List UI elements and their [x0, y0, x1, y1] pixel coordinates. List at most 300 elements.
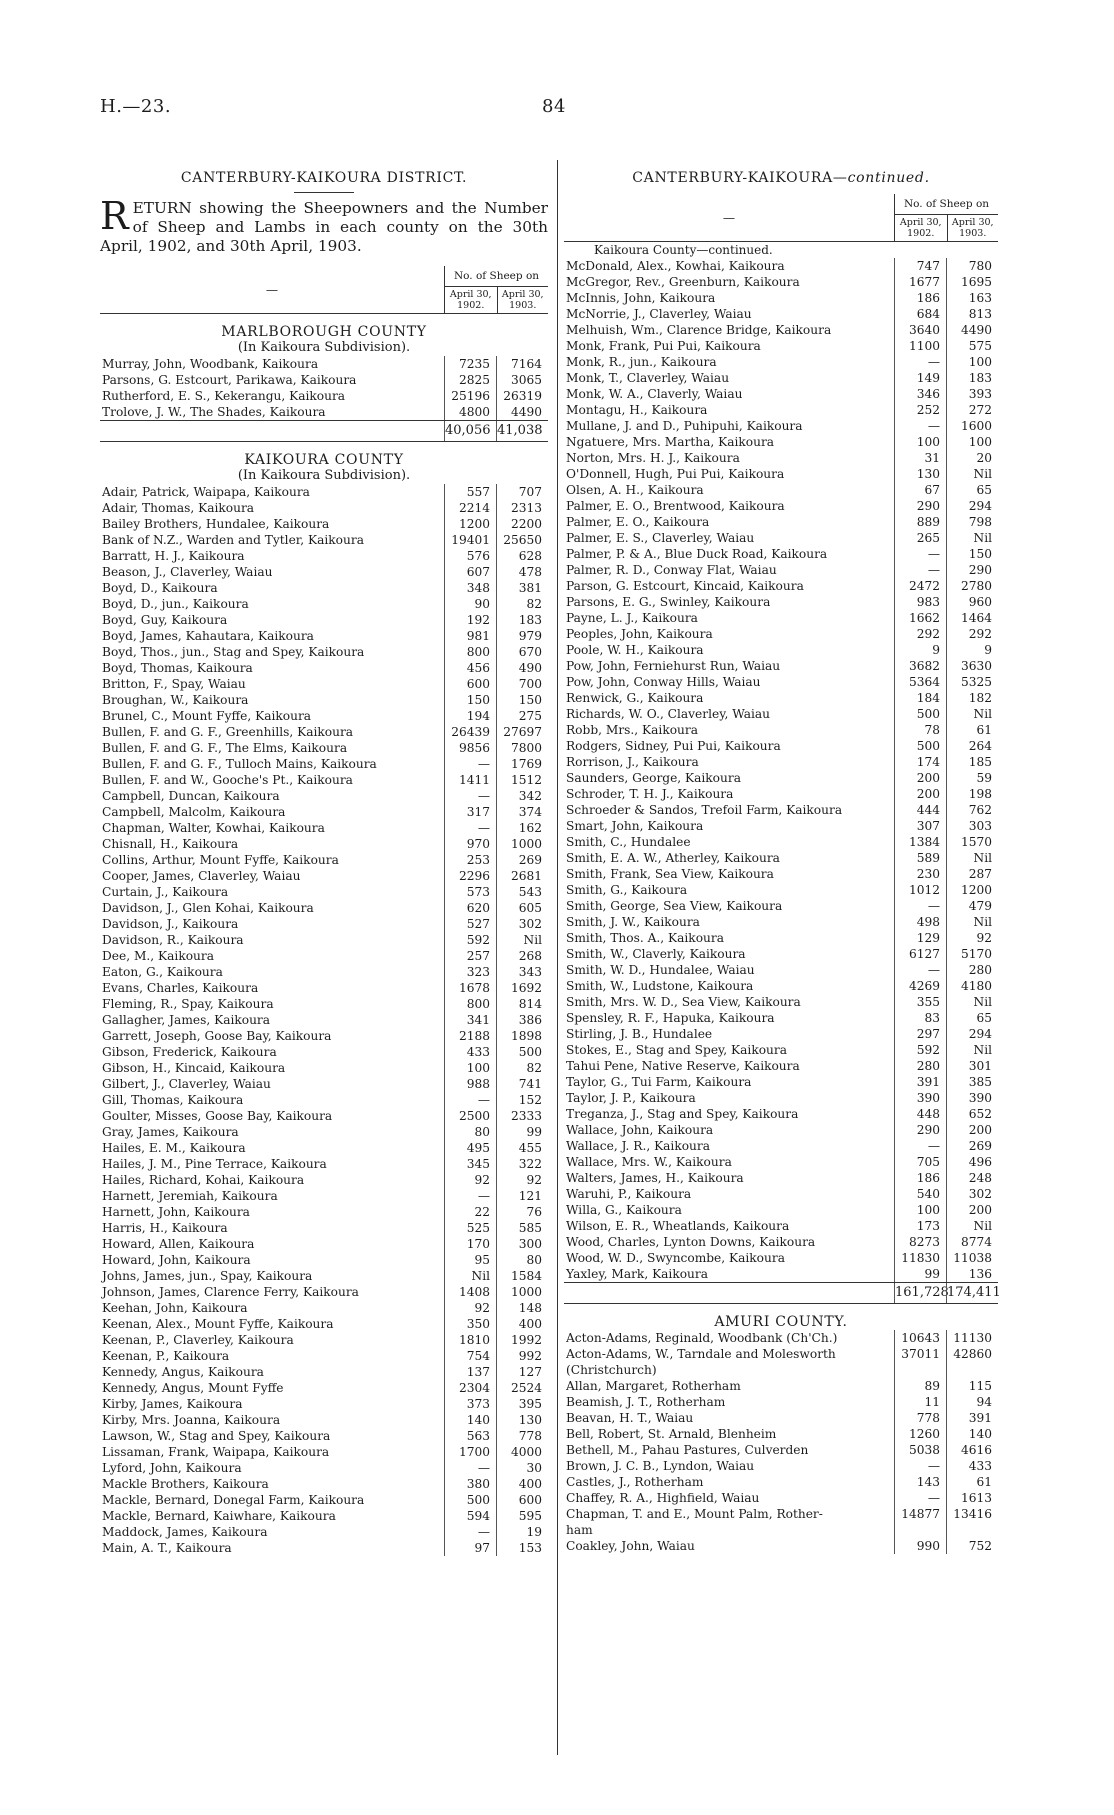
table-row: [100, 756, 548, 772]
sheep-1903: 433: [946, 1458, 998, 1474]
owner-name: Kennedy, Angus, Kaikoura: [102, 1365, 264, 1379]
table-row: [100, 708, 548, 724]
table-row: [100, 996, 548, 1012]
table-row: [564, 1330, 998, 1346]
sheep-1902: 292: [894, 626, 946, 642]
sheep-1902: 4269: [894, 978, 946, 994]
owner-name: Hailes, E. M., Kaikoura: [102, 1141, 246, 1155]
sheep-1902: 970: [444, 836, 496, 852]
owner-name: Keehan, John, Kaikoura: [102, 1301, 248, 1315]
owner-name: Keenan, P., Kaikoura: [102, 1349, 230, 1363]
table-row: [100, 1460, 548, 1476]
owner-name: Lissaman, Frank, Waipapa, Kaikoura: [102, 1445, 330, 1459]
sheep-1903: 272: [946, 402, 998, 418]
sheep-1903: 82: [496, 1060, 548, 1076]
owner-name: Taylor, G., Tui Farm, Kaikoura: [566, 1075, 752, 1089]
total-1903: 41,038: [496, 421, 548, 441]
sheep-1903: 8774: [946, 1234, 998, 1250]
sheep-1902: 173: [894, 1218, 946, 1234]
table-row: [100, 1332, 548, 1348]
sheep-1902: 1012: [894, 882, 946, 898]
owner-name: Rodgers, Sidney, Pui Pui, Kaikoura: [566, 739, 781, 753]
table-header-dates: [445, 287, 548, 313]
sheep-1902: 1678: [444, 980, 496, 996]
table-row: [564, 578, 998, 594]
sheep-1903: 386: [496, 1012, 548, 1028]
owner-name: Curtain, J., Kaikoura: [102, 885, 229, 899]
sheep-1903: 455: [496, 1140, 548, 1156]
table-row: [100, 596, 548, 612]
sheep-1902: 380: [444, 1476, 496, 1492]
sheep-1903: [946, 1362, 998, 1378]
sheep-1903: 628: [496, 548, 548, 564]
table-header-sheep: [444, 266, 548, 313]
sheep-1902: 778: [894, 1410, 946, 1426]
table-row: [564, 610, 998, 626]
sheep-1902: 22: [444, 1204, 496, 1220]
owner-name: Mackle, Bernard, Kaiwhare, Kaikoura: [102, 1509, 336, 1523]
sheep-1902: Nil: [444, 1268, 496, 1284]
sheep-1903: 780: [946, 258, 998, 274]
owner-name: Parsons, E. G., Swinley, Kaikoura: [566, 595, 771, 609]
sheep-1902: 2188: [444, 1028, 496, 1044]
table-row: [564, 562, 998, 578]
sheep-1903: 400: [496, 1316, 548, 1332]
owner-name: McDonald, Alex., Kowhai, Kaikoura: [566, 259, 785, 273]
sheep-1903: 92: [496, 1172, 548, 1188]
sheep-1903: 302: [946, 1186, 998, 1202]
table-row: [564, 1394, 998, 1410]
table-row: [564, 818, 998, 834]
sheep-1902: 1662: [894, 610, 946, 626]
owner-name: Bullen, F. and W., Gooche's Pt., Kaikoura: [102, 773, 353, 787]
sheep-1902: 2500: [444, 1108, 496, 1124]
table-row: [564, 274, 998, 290]
sheep-1903: 814: [496, 996, 548, 1012]
sheep-1903: 100: [946, 354, 998, 370]
table-row: [100, 724, 548, 740]
sheep-1902: 2296: [444, 868, 496, 884]
owner-name: Boyd, Guy, Kaikoura: [102, 613, 228, 627]
sheep-1903: 275: [496, 708, 548, 724]
sheep-1903: Nil: [496, 932, 548, 948]
sheep-1903: 1898: [496, 1028, 548, 1044]
sheep-1903: 1464: [946, 610, 998, 626]
sheep-1902: —: [894, 898, 946, 914]
sheep-1902: 2304: [444, 1380, 496, 1396]
sheep-1902: 592: [894, 1042, 946, 1058]
sheep-1903: 183: [946, 370, 998, 386]
sheep-1902: —: [444, 1524, 496, 1540]
sheep-1903: 200: [946, 1122, 998, 1138]
table-row: [100, 516, 548, 532]
table-row: [564, 690, 998, 706]
table-row: [564, 1154, 998, 1170]
sheep-1903: 4490: [496, 404, 548, 420]
sheep-1903: 2200: [496, 516, 548, 532]
owner-name: Pow, John, Ferniehurst Run, Waiau: [566, 659, 781, 673]
owner-name: Bell, Robert, St. Arnald, Blenheim: [566, 1427, 777, 1441]
sheep-1902: 1384: [894, 834, 946, 850]
table-header: [564, 194, 998, 242]
owner-name: Boyd, D., Kaikoura: [102, 581, 218, 595]
sheep-1903: 80: [496, 1252, 548, 1268]
owner-name: Collins, Arthur, Mount Fyffe, Kaikoura: [102, 853, 339, 867]
sheep-1903: 136: [946, 1266, 998, 1282]
table-header-1903: April 30, 1903.: [497, 287, 549, 313]
owner-name: Monk, Frank, Pui Pui, Kaikoura: [566, 339, 761, 353]
sheep-1903: 150: [946, 546, 998, 562]
table-row: [564, 338, 998, 354]
owner-name: Kennedy, Angus, Mount Fyffe: [102, 1381, 284, 1395]
sheep-1903: 342: [496, 788, 548, 804]
table-row: [564, 258, 998, 274]
sheep-1902: 150: [444, 692, 496, 708]
table-row: [100, 1124, 548, 1140]
sheep-1903: 92: [946, 930, 998, 946]
sheep-1903: 2780: [946, 578, 998, 594]
table-header-1902: April 30, 1902.: [449, 289, 492, 311]
owner-name: Smith, J. W., Kaikoura: [566, 915, 700, 929]
sheep-1903: 5325: [946, 674, 998, 690]
sheep-1903: 992: [496, 1348, 548, 1364]
owner-name: Rorrison, J., Kaikoura: [566, 755, 699, 769]
table-row: [100, 564, 548, 580]
sheep-1902: 1408: [444, 1284, 496, 1300]
sheep-1902: 988: [444, 1076, 496, 1092]
sheep-1903: 162: [496, 820, 548, 836]
sheep-1903: 385: [946, 1074, 998, 1090]
sheep-1903: 264: [946, 738, 998, 754]
sheep-1903: 198: [946, 786, 998, 802]
owner-name: McGregor, Rev., Greenburn, Kaikoura: [566, 275, 800, 289]
sheep-1903: 280: [946, 962, 998, 978]
sheep-1902: 747: [894, 258, 946, 274]
owner-name: Melhuish, Wm., Clarence Bridge, Kaikoura: [566, 323, 832, 337]
sheep-1902: 129: [894, 930, 946, 946]
table-header-1903: April 30, 1903.: [947, 215, 999, 241]
table-row: [100, 804, 548, 820]
table-row: [564, 530, 998, 546]
sheep-1903: 762: [946, 802, 998, 818]
table-row: [100, 548, 548, 564]
owner-name: Gill, Thomas, Kaikoura: [102, 1093, 244, 1107]
table-row: [100, 1012, 548, 1028]
table-row: [564, 370, 998, 386]
total-row: [564, 1282, 1001, 1304]
owner-name: Campbell, Duncan, Kaikoura: [102, 789, 280, 803]
sheep-1903: 11130: [946, 1330, 998, 1346]
sheep-1903: 292: [946, 626, 998, 642]
sheep-1903: 1584: [496, 1268, 548, 1284]
owner-name: Acton-Adams, Reginald, Woodbank (Ch'Ch.): [566, 1331, 838, 1345]
table-row: [564, 1442, 998, 1458]
page-number: 84: [542, 96, 566, 117]
owner-name: Harnett, John, Kaikoura: [102, 1205, 250, 1219]
sheep-1903: 61: [946, 1474, 998, 1490]
sheep-1902: 31: [894, 450, 946, 466]
sheep-1902: 800: [444, 996, 496, 1012]
owner-name: Bailey Brothers, Hundalee, Kaikoura: [102, 517, 330, 531]
sheep-1903: 1613: [946, 1490, 998, 1506]
table-row: [564, 1378, 998, 1394]
sheep-1902: —: [444, 756, 496, 772]
sheep-1902: 92: [444, 1172, 496, 1188]
owner-name: Murray, John, Woodbank, Kaikoura: [102, 357, 319, 371]
sheep-1902: 6127: [894, 946, 946, 962]
sheep-1902: 11830: [894, 1250, 946, 1266]
table-row: [564, 450, 998, 466]
owner-name: Yaxley, Mark, Kaikoura: [566, 1267, 708, 1281]
sheep-1903: 100: [946, 434, 998, 450]
owner-name: Mackle, Bernard, Donegal Farm, Kaikoura: [102, 1493, 365, 1507]
table-row: [100, 1476, 548, 1492]
sheep-1902: 981: [444, 628, 496, 644]
sheep-1903: 4180: [946, 978, 998, 994]
table-header-blank: —: [265, 282, 279, 297]
owner-name: Gibson, Frederick, Kaikoura: [102, 1045, 277, 1059]
owner-name: Schroeder & Sandos, Trefoil Farm, Kaikoura: [566, 803, 843, 817]
table-row: [564, 402, 998, 418]
owner-name: Brunel, C., Mount Fyffe, Kaikoura: [102, 709, 312, 723]
table-row: [100, 788, 548, 804]
owner-name: Tahui Pene, Native Reserve, Kaikoura: [566, 1059, 800, 1073]
sheep-1902: 280: [894, 1058, 946, 1074]
sheep-1902: 19401: [444, 532, 496, 548]
table-row: [564, 1186, 998, 1202]
table-row: [100, 1364, 548, 1380]
table-row: [100, 1524, 548, 1540]
owner-name: Smart, John, Kaikoura: [566, 819, 704, 833]
table-row: [564, 850, 998, 866]
table-row: [100, 1220, 548, 1236]
owner-name: Palmer, E. O., Kaikoura: [566, 515, 710, 529]
owner-name: Gray, James, Kaikoura: [102, 1125, 239, 1139]
owner-name: Chapman, T. and E., Mount Palm, Rother-: [566, 1507, 823, 1521]
owner-name: Richards, W. O., Claverley, Waiau: [566, 707, 770, 721]
owner-name: Parsons, G. Estcourt, Parikawa, Kaikoura: [102, 373, 357, 387]
sheep-1902: 500: [894, 738, 946, 754]
sheep-1903: 400: [496, 1476, 548, 1492]
sheep-1903: 269: [496, 852, 548, 868]
table-row: [100, 900, 548, 916]
table-row: [100, 916, 548, 932]
sheep-1903: 183: [496, 612, 548, 628]
table-row: [564, 514, 998, 530]
table-row: [100, 1092, 548, 1108]
table-row: [564, 882, 998, 898]
sheep-1902: 589: [894, 850, 946, 866]
owner-name: Bank of N.Z., Warden and Tytler, Kaikoura: [102, 533, 364, 547]
table-row: [100, 1156, 548, 1172]
sheep-1903: 4490: [946, 322, 998, 338]
sheep-1902: 149: [894, 370, 946, 386]
continued-title-italic: continued.: [847, 170, 930, 186]
amuri-title: AMURI COUNTY.: [714, 1314, 848, 1330]
table-row: [564, 498, 998, 514]
table-row: [564, 546, 998, 562]
owner-name: Britton, F., Spay, Waiau: [102, 677, 246, 691]
sheep-1903: 65: [946, 1010, 998, 1026]
sheep-1902: 11: [894, 1394, 946, 1410]
sheep-1902: —: [444, 788, 496, 804]
owner-name: Smith, C., Hundalee: [566, 835, 691, 849]
sheep-1903: 700: [496, 676, 548, 692]
table-row: [564, 434, 998, 450]
sheep-1903: 290: [946, 562, 998, 578]
table-row: [564, 1058, 998, 1074]
table-row: [564, 1426, 998, 1442]
owner-name: Adair, Patrick, Waipapa, Kaikoura: [102, 485, 310, 499]
sheep-1902: 433: [444, 1044, 496, 1060]
sheep-1902: —: [444, 1092, 496, 1108]
sheep-1902: —: [444, 1460, 496, 1476]
sheep-1902: 253: [444, 852, 496, 868]
table-row: [564, 1474, 998, 1490]
owner-name: Rutherford, E. S., Kekerangu, Kaikoura: [102, 389, 346, 403]
sheep-1903: Nil: [946, 466, 998, 482]
owner-name: Keenan, Alex., Mount Fyffe, Kaikoura: [102, 1317, 334, 1331]
sheep-1903: 1570: [946, 834, 998, 850]
sheep-1902: 1200: [444, 516, 496, 532]
sheep-1903: 163: [946, 290, 998, 306]
sheep-1903: 59: [946, 770, 998, 786]
sheep-1903: 741: [496, 1076, 548, 1092]
owner-name: Palmer, P. & A., Blue Duck Road, Kaikoura: [566, 547, 828, 561]
sheep-1902: 192: [444, 612, 496, 628]
continued-title: [564, 170, 998, 186]
owner-name: Beamish, J. T., Rotherham: [566, 1395, 726, 1409]
table-row: [564, 1506, 998, 1522]
sheep-1903: 1692: [496, 980, 548, 996]
owner-name: Palmer, E. O., Brentwood, Kaikoura: [566, 499, 785, 513]
sheep-1903: 374: [496, 804, 548, 820]
sheep-1903: 2524: [496, 1380, 548, 1396]
table-row: [564, 978, 998, 994]
owner-name: Bullen, F. and G. F., Tulloch Mains, Kaikoura: [102, 757, 377, 771]
table-row: [100, 1540, 548, 1556]
sheep-1903: 99: [496, 1124, 548, 1140]
table-row: [100, 980, 548, 996]
sheep-1903: 26319: [496, 388, 548, 404]
table-header: [100, 266, 548, 314]
table-row: [100, 1028, 548, 1044]
owner-name: Smith, G., Kaikoura: [566, 883, 688, 897]
owner-name: Smith, Mrs. W. D., Sea View, Kaikoura: [566, 995, 801, 1009]
owner-name: Davidson, R., Kaikoura: [102, 933, 244, 947]
sheep-1902: 67: [894, 482, 946, 498]
table-row: [100, 1428, 548, 1444]
table-row: [100, 1060, 548, 1076]
table-row: [564, 786, 998, 802]
sheep-1902: 350: [444, 1316, 496, 1332]
owner-name: Smith, W., Ludstone, Kaikoura: [566, 979, 754, 993]
sheep-1903: 1000: [496, 836, 548, 852]
table-row: [564, 322, 998, 338]
owner-name: Ngatuere, Mrs. Martha, Kaikoura: [566, 435, 775, 449]
table-row: [564, 482, 998, 498]
sheep-1903: 575: [946, 338, 998, 354]
sheep-1903: 2313: [496, 500, 548, 516]
sheep-1903: 391: [946, 1410, 998, 1426]
owner-name: Smith, Thos. A., Kaikoura: [566, 931, 724, 945]
sheep-1902: 130: [894, 466, 946, 482]
sheep-1903: Nil: [946, 706, 998, 722]
sheep-1903: 7164: [496, 356, 548, 372]
owner-name: Chapman, Walter, Kowhai, Kaikoura: [102, 821, 325, 835]
sheep-1902: 500: [894, 706, 946, 722]
owner-name: Chaffey, R. A., Highfield, Waiau: [566, 1491, 760, 1505]
sheep-1902: 265: [894, 530, 946, 546]
sheep-1903: 1769: [496, 756, 548, 772]
sheep-1903: 595: [496, 1508, 548, 1524]
sheep-1902: 89: [894, 1378, 946, 1394]
owner-name: ham: [566, 1523, 593, 1537]
owner-name: Cooper, James, Claverley, Waiau: [102, 869, 301, 883]
sheep-1903: 605: [496, 900, 548, 916]
sheep-1903: 150: [496, 692, 548, 708]
sheep-1902: 317: [444, 804, 496, 820]
page-header-left: H.—23.: [100, 96, 172, 117]
return-intro: [100, 194, 548, 256]
total-1902: 40,056: [444, 421, 496, 441]
owner-name: Wallace, Mrs. W., Kaikoura: [566, 1155, 732, 1169]
sheep-1903: 82: [496, 596, 548, 612]
sheep-1902: 498: [894, 914, 946, 930]
sheep-1902: 607: [444, 564, 496, 580]
sheep-1903: 42860: [946, 1346, 998, 1362]
table-row: [564, 722, 998, 738]
sheep-1902: 1100: [894, 338, 946, 354]
sheep-1902: 346: [894, 386, 946, 402]
table-row: [100, 1348, 548, 1364]
sheep-1902: 527: [444, 916, 496, 932]
sheep-1902: —: [894, 962, 946, 978]
table-row: [100, 1076, 548, 1092]
sheep-1902: 26439: [444, 724, 496, 740]
sheep-1902: 137: [444, 1364, 496, 1380]
table-row: [100, 356, 548, 372]
table-row: [100, 1236, 548, 1252]
owner-name: Davidson, J., Kaikoura: [102, 917, 239, 931]
sheep-1902: 186: [894, 1170, 946, 1186]
table-row: [100, 1252, 548, 1268]
continued-title-main: CANTERBURY-KAIKOURA—: [632, 170, 848, 186]
owner-name: Gibson, H., Kincaid, Kaikoura: [102, 1061, 286, 1075]
table-row: [564, 1410, 998, 1426]
table-row: [564, 1266, 998, 1282]
sheep-1902: 2472: [894, 578, 946, 594]
owner-name: Treganza, J., Stag and Spey, Kaikoura: [566, 1107, 799, 1121]
table-row: [100, 628, 548, 644]
table-row: [564, 914, 998, 930]
sheep-1903: 1000: [496, 1284, 548, 1300]
sheep-1903: 94: [946, 1394, 998, 1410]
sheep-1902: 500: [444, 1492, 496, 1508]
sheep-1902: 297: [894, 1026, 946, 1042]
sheep-1903: 303: [946, 818, 998, 834]
owner-name: Taylor, J. P., Kaikoura: [566, 1091, 696, 1105]
sheep-1902: 391: [894, 1074, 946, 1090]
sheep-1902: —: [894, 1490, 946, 1506]
owner-name: Stokes, E., Stag and Spey, Kaikoura: [566, 1043, 787, 1057]
owner-name: Eaton, G., Kaikoura: [102, 965, 223, 979]
table-row: [100, 1492, 548, 1508]
table-row: [564, 1202, 998, 1218]
sheep-1903: 248: [946, 1170, 998, 1186]
sheep-1903: 479: [946, 898, 998, 914]
sheep-1903: 294: [946, 1026, 998, 1042]
